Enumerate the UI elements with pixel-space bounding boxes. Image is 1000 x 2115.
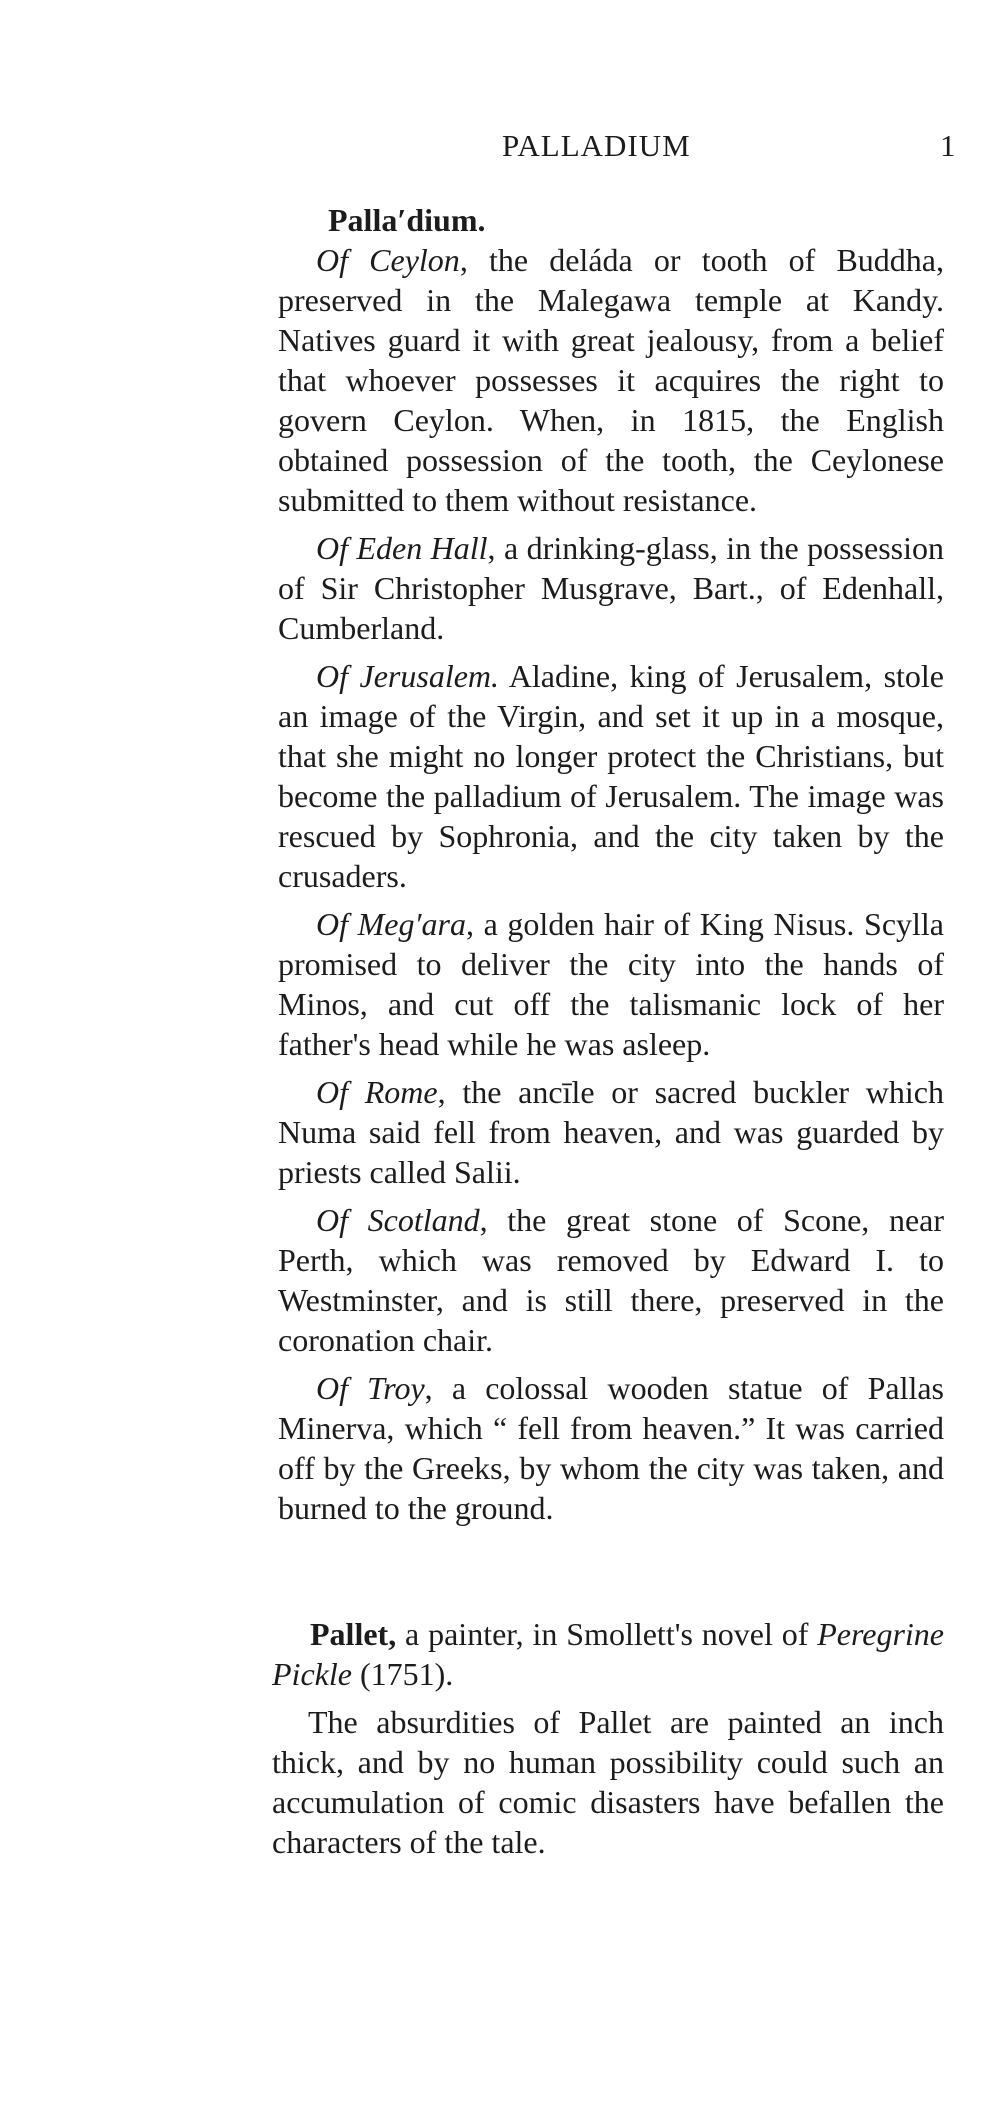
- palladium-megara: [278, 904, 944, 1064]
- section-text: , the ancīle or sacred buckler which Numa said fell from heaven, and was guarded by priests called Salii.: [278, 1074, 945, 1190]
- section-lead: Of Meg′ara: [316, 906, 466, 942]
- palladium-rome: [278, 1072, 944, 1192]
- section-lead: Of Ceylon: [316, 242, 460, 278]
- pallet-work-title: Peregrine Pickle: [272, 1616, 944, 1692]
- section-lead: Of Eden Hall: [316, 530, 488, 566]
- section-text: Aladine, king of Jerusalem, stole an image of the Virgin, and set it up in a mosque, that she might no longer protect the Christians, but become the palladium of Jerusalem. The image was rescued by Sophronia, and the city taken by the crusaders.: [278, 658, 945, 894]
- section-lead: Of Scotland: [316, 1202, 480, 1238]
- palladium-eden-hall: [278, 528, 944, 648]
- palladium-troy: [278, 1368, 944, 1528]
- section-lead: Of Troy: [316, 1370, 425, 1406]
- entry-pallet: [272, 1614, 944, 1694]
- section-text: , the deláda or tooth of Buddha, preserved in the Malegawa temple at Kandy. Natives guard it with great jealousy, from a belief that whoever possesses it acquires the right to govern Ceylon. When, in 1815, the English obtained possession of the tooth, the Ceylonese submitted to them without resistance.: [278, 242, 945, 518]
- entry-headword-palladium: Palla′dium.: [328, 202, 486, 238]
- section-text: , the great stone of Scone, near Perth, which was removed by Edward I. to Westminster, and is still there, preserved in the coronation chair.: [278, 1202, 945, 1358]
- running-title: PALLADIUM: [502, 128, 691, 163]
- text-column: [272, 200, 945, 1862]
- section-text: , a golden hair of King Nisus. Scylla promised to deliver the city into the hands of Minos, and cut off the talismanic lock of her father's head while he was asleep.: [278, 906, 945, 1062]
- pallet-body: The absurdities of Pallet are painted an inch thick, and by no human possibility could such an accumulation of comic disasters have befallen the characters of the tale.: [272, 1704, 944, 1860]
- pallet-year: (1751).: [351, 1656, 454, 1692]
- entry-headword-pallet: Pallet,: [310, 1616, 397, 1652]
- section-lead: Of Jerusalem.: [316, 658, 500, 694]
- palladium-ceylon: [278, 240, 944, 520]
- section-lead: Of Rome: [316, 1074, 438, 1110]
- page-number: 1: [940, 128, 956, 163]
- palladium-jerusalem: [278, 656, 944, 896]
- section-text: , a drinking-glass, in the possession of Sir Christopher Musgrave, Bart., of Edenhall, Cumberland.: [278, 530, 944, 646]
- running-head: [0, 128, 1000, 168]
- section-text: , a colossal wooden statue of Pallas Minerva, which “ fell from heaven.” It was carried off by the Greeks, by whom the city was taken, and burned to the ground.: [278, 1370, 945, 1526]
- entry-separator: [278, 1536, 944, 1614]
- pallet-intro: a painter, in Smollett's novel of: [396, 1616, 818, 1652]
- palladium-scotland: [278, 1200, 944, 1360]
